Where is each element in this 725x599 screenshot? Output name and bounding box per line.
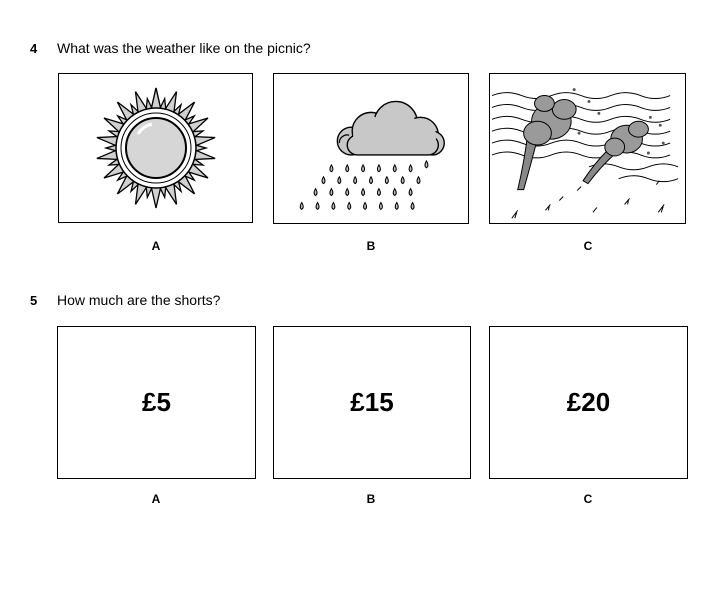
question-5-option-a-box[interactable] bbox=[57, 326, 256, 479]
price-text: £5 bbox=[142, 387, 171, 417]
question-4-option-b-label: B bbox=[366, 239, 376, 253]
question-5-option-c-box[interactable] bbox=[489, 326, 688, 479]
price-text: £15 bbox=[350, 387, 394, 417]
question-4-option-a-box[interactable] bbox=[58, 73, 253, 223]
question-5-option-a-label: A bbox=[151, 492, 161, 506]
question-4-number: 4 bbox=[30, 41, 38, 56]
question-4-option-c-box[interactable] bbox=[489, 73, 686, 224]
question-5-text: How much are the shorts? bbox=[57, 292, 221, 308]
rain-cloud-icon bbox=[274, 73, 468, 224]
question-4-option-c-label: C bbox=[583, 239, 593, 253]
question-5-option-c-label: C bbox=[583, 492, 593, 506]
sun-icon bbox=[91, 83, 221, 213]
windy-trees-icon bbox=[490, 73, 685, 224]
question-5-option-b-box[interactable] bbox=[273, 326, 471, 479]
question-5-option-b-label: B bbox=[366, 492, 376, 506]
question-4-option-b-box[interactable] bbox=[273, 73, 469, 224]
question-5-number: 5 bbox=[30, 293, 38, 308]
question-4-text: What was the weather like on the picnic? bbox=[57, 40, 311, 56]
question-4-option-a-label: A bbox=[151, 239, 161, 253]
price-text: £20 bbox=[566, 387, 611, 417]
